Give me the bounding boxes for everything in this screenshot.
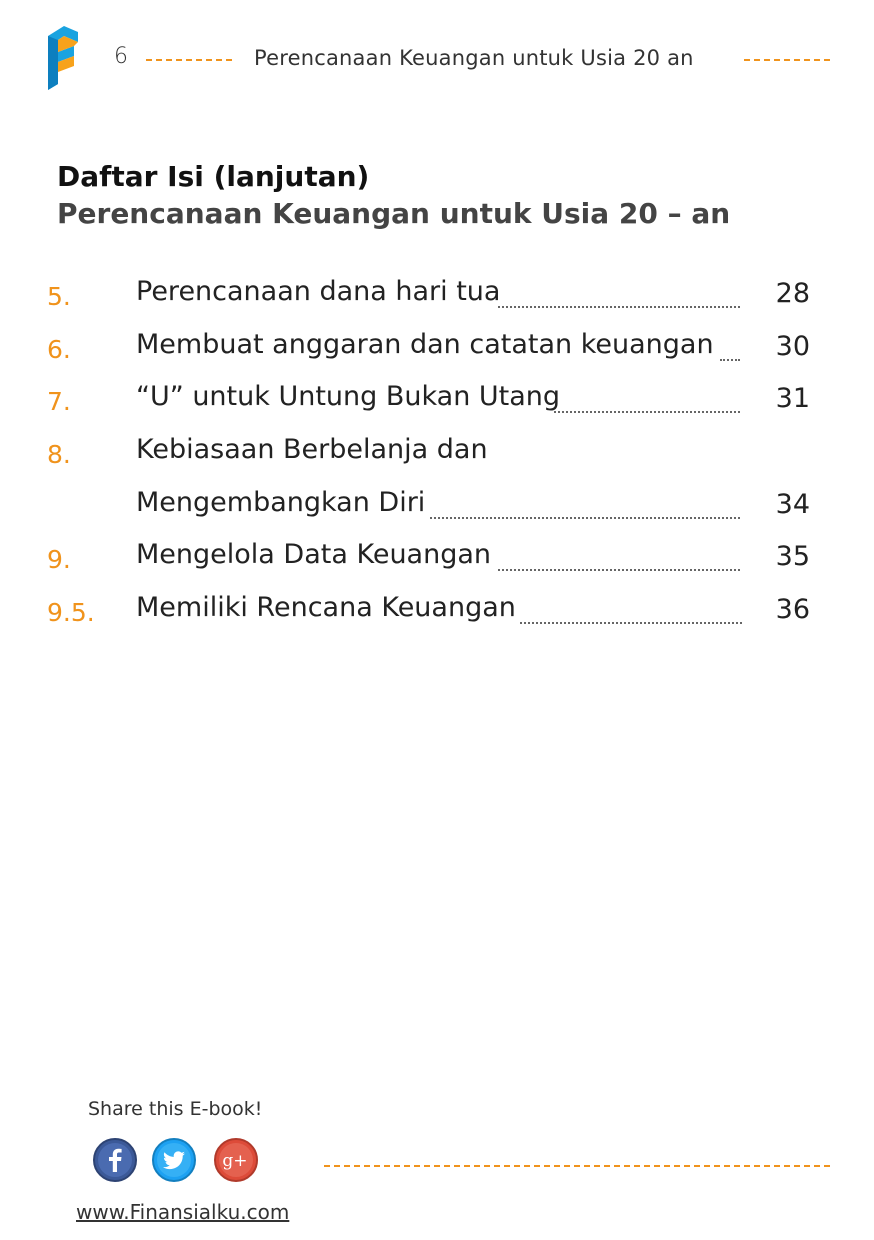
toc-leader-dots [498, 276, 740, 308]
toc-entry-number: 5. [47, 282, 71, 311]
finansialku-logo-icon [44, 22, 80, 94]
footer-divider [324, 1165, 830, 1167]
share-label: Share this E-book! [88, 1098, 263, 1120]
toc-entry-title: Perencanaan dana hari tua [136, 276, 501, 307]
header-divider-right [744, 59, 830, 61]
toc-entry[interactable] [0, 381, 874, 434]
toc-leader-dots [520, 592, 742, 624]
toc-leader-dots [430, 487, 740, 519]
toc-entry-page: 34 [775, 488, 810, 520]
toc-entry-title: “U” untuk Untung Bukan Utang [136, 381, 561, 413]
toc-entry-page: 35 [775, 541, 810, 573]
toc-entry[interactable] [0, 487, 874, 540]
svg-text:g+: g+ [222, 1151, 248, 1171]
website-link[interactable]: www.Finansialku.com [76, 1200, 290, 1224]
facebook-icon[interactable] [93, 1138, 137, 1182]
header-divider-left [146, 59, 232, 61]
toc-entry[interactable] [0, 592, 874, 645]
toc-entry[interactable] [0, 329, 874, 382]
twitter-icon[interactable] [152, 1138, 196, 1182]
toc-entry-title: Mengelola Data Keuangan [136, 539, 492, 571]
toc-leader-dots [720, 329, 740, 361]
toc-entry-page: 36 [775, 594, 810, 626]
toc-leader-dots [498, 539, 740, 571]
toc-entry-number: 9. [47, 545, 71, 575]
toc-entry-number: 6. [47, 334, 71, 364]
toc-entry-title: Memiliki Rencana Keuangan [136, 592, 516, 624]
toc-entry-page: 31 [775, 383, 810, 415]
toc-entry[interactable] [0, 434, 874, 487]
header-page-number: 6 [114, 44, 128, 69]
toc-heading-block [57, 158, 730, 232]
toc-entry-page: 28 [775, 278, 810, 309]
toc-entry-title: Membuat anggaran dan catatan keuangan [136, 328, 714, 360]
toc-entry-title: Mengembangkan Diri [136, 486, 426, 518]
google-plus-icon[interactable] [214, 1138, 258, 1182]
toc-entry-title: Kebiasaan Berbelanja dan [136, 434, 488, 466]
toc-subheading: Perencanaan Keuangan untuk Usia 20 – an [57, 197, 731, 230]
toc-entry-page: 30 [775, 330, 810, 362]
toc-entry-number: 7. [47, 387, 71, 417]
toc-list [0, 276, 874, 645]
toc-entry-number: 9.5. [47, 598, 95, 628]
toc-entry-number: 8. [47, 440, 71, 470]
toc-entry[interactable] [0, 539, 874, 592]
header-running-title: Perencanaan Keuangan untuk Usia 20 an [254, 46, 694, 70]
toc-heading: Daftar Isi (lanjutan) [57, 160, 370, 193]
toc-leader-dots [554, 381, 740, 413]
toc-entry[interactable] [0, 276, 874, 329]
